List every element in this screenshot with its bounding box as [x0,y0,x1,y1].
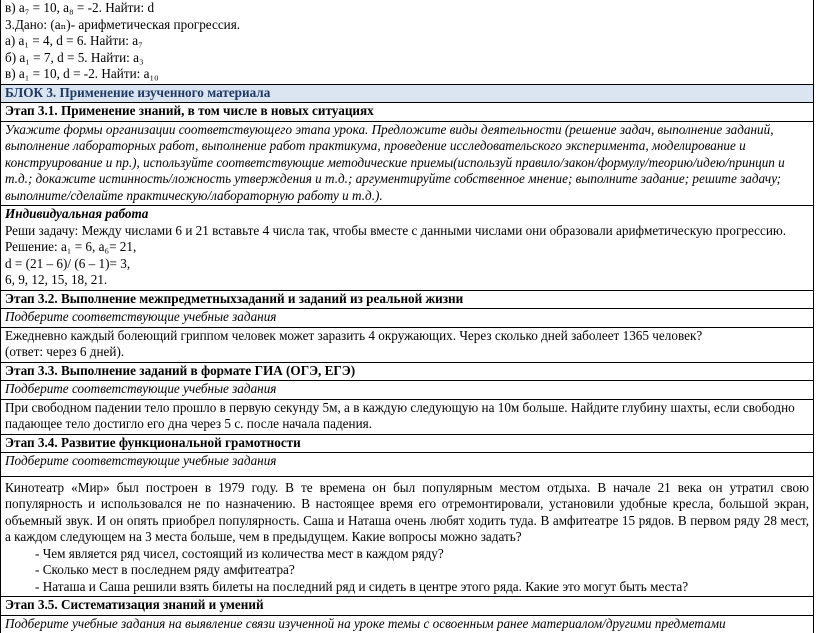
stage34-instruction-cell [1,452,813,476]
question-3: - Наташа и Саша решили взять билеты на последний ряд и сидеть в центре этого ряда. Какие это могут быть места? [5,579,809,596]
stage32-header [1,290,813,309]
solution-line-2: d = (21 – 6)/ (6 – 1)= 3, [5,256,809,273]
stage33-instruction-cell [1,380,813,399]
stage33-title: Этап 3.3. Выполнение заданий в формате ГИА (ОГЭ, ЕГЭ) [5,363,809,380]
stage35-instruction-cell [1,615,813,633]
task3-a: а) a₁ = 4, d = 6. Найти: a₇ [5,33,809,50]
solution-line-3: 6, 9, 12, 15, 18, 21. [5,272,809,289]
stage31-content-cell [1,205,813,290]
stage32-task-line-2: (ответ: через 6 дней). [5,344,809,361]
task-line-v: в) a₇ = 10, a₈ = -2. Найти: d [5,0,809,17]
stage33-content-cell [1,399,813,434]
stage31-header [1,102,813,121]
stage31-instruction-cell [1,121,813,206]
stage32-instruction: Подберите соответствующие учебные задания [5,309,809,326]
task3-b: б) a₁ = 7, d = 5. Найти: a₃ [5,50,809,67]
question-2: - Сколько мест в последнем ряду амфитеатра? [5,562,809,579]
stage35-instruction: Подберите учебные задания на выявление связи изученной на уроке темы с освоенным ранее материалом/другими предметами [5,616,809,633]
stage35-header [1,596,813,615]
individual-work-title: Индивидуальная работа [5,206,809,223]
stage32-instruction-cell [1,308,813,327]
stage32-task-line-1: Ежедневно каждый болеющий гриппом человек может заразить 4 окружающих. Через сколько дней заболеет 1365 человек? [5,328,809,345]
stage34-header [1,434,813,453]
question-1: - Чем является ряд чисел, состоящий из количества мест в каждом ряду? [5,546,809,563]
stage34-title: Этап 3.4. Развитие функциональной грамотности [5,435,809,452]
stage34-content-cell [1,476,813,597]
stage32-title: Этап 3.2. Выполнение межпредметныхзаданий и заданий из реальной жизни [5,291,809,308]
task3-c: в) a₁ = 10, d = -2. Найти: a₁₀ [5,66,809,83]
stage33-header [1,362,813,381]
stage35-title: Этап 3.5. Систематизация знаний и умений [5,597,809,614]
stage31-instruction: Укажите формы организации соответствующего этапа урока. Предложите виды деятельности (решение задач, выполнение заданий, выполнение лабораторных работ, выполнение работ практикума, проведение исследовательского эксперимента, моделирование и конструирование и пр.), используйте соответствующие методические приемы(используй правило/закон/формулу/теорию/идею/принцип и т.д.; докажите истинность/ложность утверждения и т.д.; аргументируйте собственное мнение; выполните задание; решите задачу; выполните/сделайте практическую/лабораторную работу и т.д.). [5,122,809,205]
stage31-task: Реши задачу: Между числами 6 и 21 вставьте 4 числа так, чтобы вместе с данными числами они образовали арифметическую прогрессию. [5,223,809,240]
solution-line-1: Решение: a₁ = 6, a₆= 21, [5,239,809,256]
block3-title: БЛОК 3. Применение изученного материала [5,85,809,102]
stage33-instruction: Подберите соответствующие учебные задания [5,381,809,398]
stage34-text: Кинотеатр «Мир» был построен в 1979 году. В те времена он был популярным местом отдыха. В начале 21 века он утратил свою популярность и использовался не по назначению. В настоящее время его отремонтировали, установили удобные кресла, большой экран, объемный звук. И он опять приобрел популярность. Саша и Наташа очень любят ходить туда. В амфитеатре 15 рядов. В первом ряду 28 мест, а каждом следующем на 3 места больше, чем в предыдущем. Какие вопросы можно задать? [5,480,809,546]
stage33-task: При свободном падении тело прошло в первую секунду 5м, а в каждую следующую на 10м больше. Найдите глубину шахты, если свободно падающее тело достигло его дна через 5 с. после начала падения. [5,400,809,433]
block3-header [1,84,813,103]
stage32-content-cell [1,327,813,362]
stage31-title: Этап 3.1. Применение знаний, в том числе в новых ситуациях [5,103,809,120]
task3-title: 3.Дано: (aₙ)- арифметическая прогрессия. [5,17,809,34]
stage34-instruction: Подберите соответствующие учебные задания [5,453,809,470]
top-tasks-cell [1,0,813,84]
